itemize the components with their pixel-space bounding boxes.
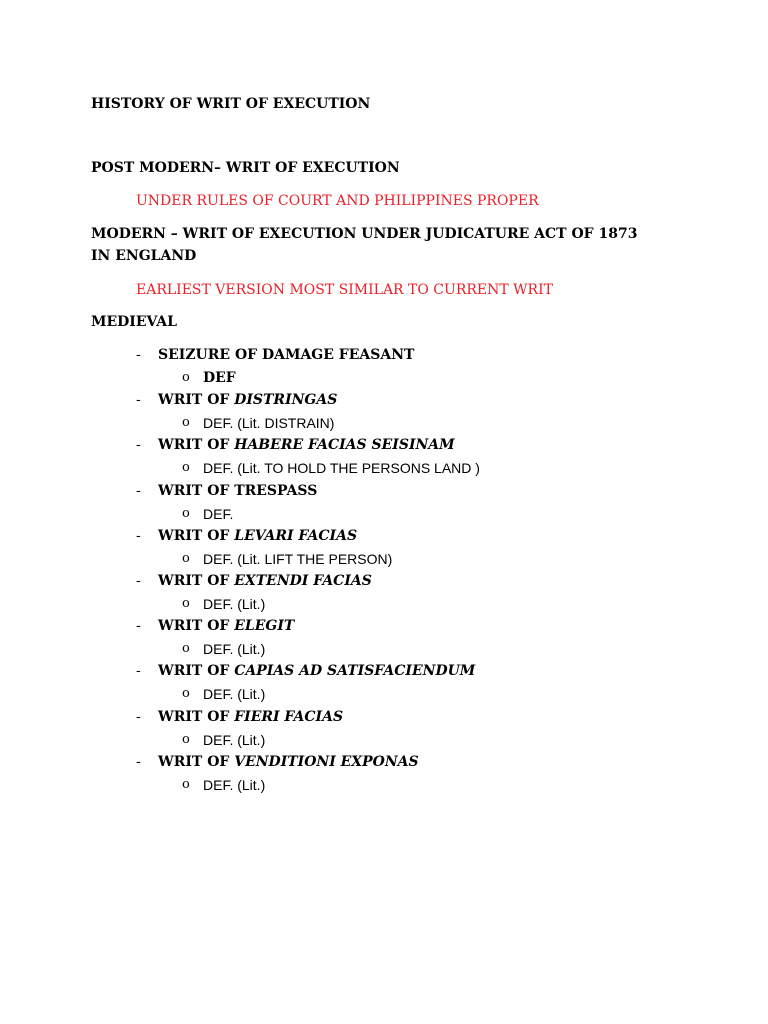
sub-bullet: o [182,641,190,657]
writ-definition: DEF. (Lit. TO HOLD THE PERSONS LAND ) [203,460,480,477]
list-dash: - [136,437,141,454]
sub-bullet: o [182,731,190,747]
writ-name: LEVARI FACIAS [234,527,358,544]
list-dash: - [136,347,141,363]
list-dash: - [136,527,141,544]
writ-definition: DEF. (Lit.) [203,596,266,612]
writ-prefix: SEIZURE OF DAMAGE FEASANT [158,347,415,363]
modern-note: EARLIEST VERSION MOST SIMILAR TO CURRENT WRIT [136,282,553,298]
writ-definition: DEF. (Lit. LIFT THE PERSON) [203,550,393,567]
list-dash: - [136,392,141,409]
sub-bullet: o [182,686,190,702]
list-dash: - [136,618,141,635]
writ-item [158,391,337,409]
post-modern-note: UNDER RULES OF COURT AND PHILIPPINES PROPER [136,193,539,209]
medieval-heading: MEDIEVAL [91,314,178,330]
sub-bullet: o [182,505,190,521]
writ-name: EXTENDI FACIAS [234,573,372,589]
document-title: HISTORY OF WRIT OF EXECUTION [91,96,371,112]
writ-prefix: WRIT OF [158,753,235,770]
writ-name: ELEGIT [234,618,295,635]
writ-name: VENDITIONI EXPONAS [234,753,419,770]
list-dash: - [136,753,141,770]
writ-definition: DEF. (Lit. DISTRAIN) [203,415,335,432]
post-modern-heading: POST MODERN– WRIT OF EXECUTION [91,160,400,176]
writ-prefix: WRIT OF [158,573,235,589]
writ-item [158,346,414,364]
writ-item [158,527,357,545]
writ-definition: DEF. (Lit.) [203,641,266,658]
writ-prefix: WRIT OF [158,663,235,680]
writ-prefix: WRIT OF [158,708,235,725]
list-dash: - [136,663,141,680]
writ-prefix: WRIT OF [158,527,235,544]
sub-bullet: o [182,370,190,385]
writ-name: CAPIAS AD SATISFACIENDUM [234,663,476,680]
sub-bullet: o [182,596,190,611]
writ-item [158,482,317,500]
writ-prefix: WRIT OF [158,437,235,454]
writ-definition: DEF. (Lit.) [203,731,266,748]
writ-item [158,662,475,680]
writ-prefix: WRIT OF [158,618,235,635]
sub-bullet: o [182,776,190,792]
writ-item [158,708,343,726]
writ-definition: DEF. (Lit.) [203,776,266,793]
sub-bullet: o [182,415,190,431]
writ-prefix: WRIT OF [158,392,235,409]
writ-definition: DEF [203,370,236,386]
writ-prefix: WRIT OF TRESPASS [158,482,318,499]
sub-bullet: o [182,460,190,476]
writ-definition: DEF. (Lit.) [203,686,266,703]
writ-name: FIERI FACIAS [234,708,344,725]
modern-heading: MODERN – WRIT OF EXECUTION UNDER JUDICATURE ACT OF 1873 IN ENGLAND [91,226,638,264]
list-dash: - [136,573,141,589]
sub-bullet: o [182,550,190,566]
list-dash: - [136,482,141,499]
writ-name: HABERE FACIAS SEISINAM [234,437,455,454]
list-dash: - [136,708,141,725]
writ-item [158,572,372,590]
writ-name: DISTRINGAS [234,392,338,409]
writ-definition: DEF. [203,505,234,522]
writ-item [158,436,455,454]
writ-item [158,617,294,635]
writ-item [158,753,419,771]
